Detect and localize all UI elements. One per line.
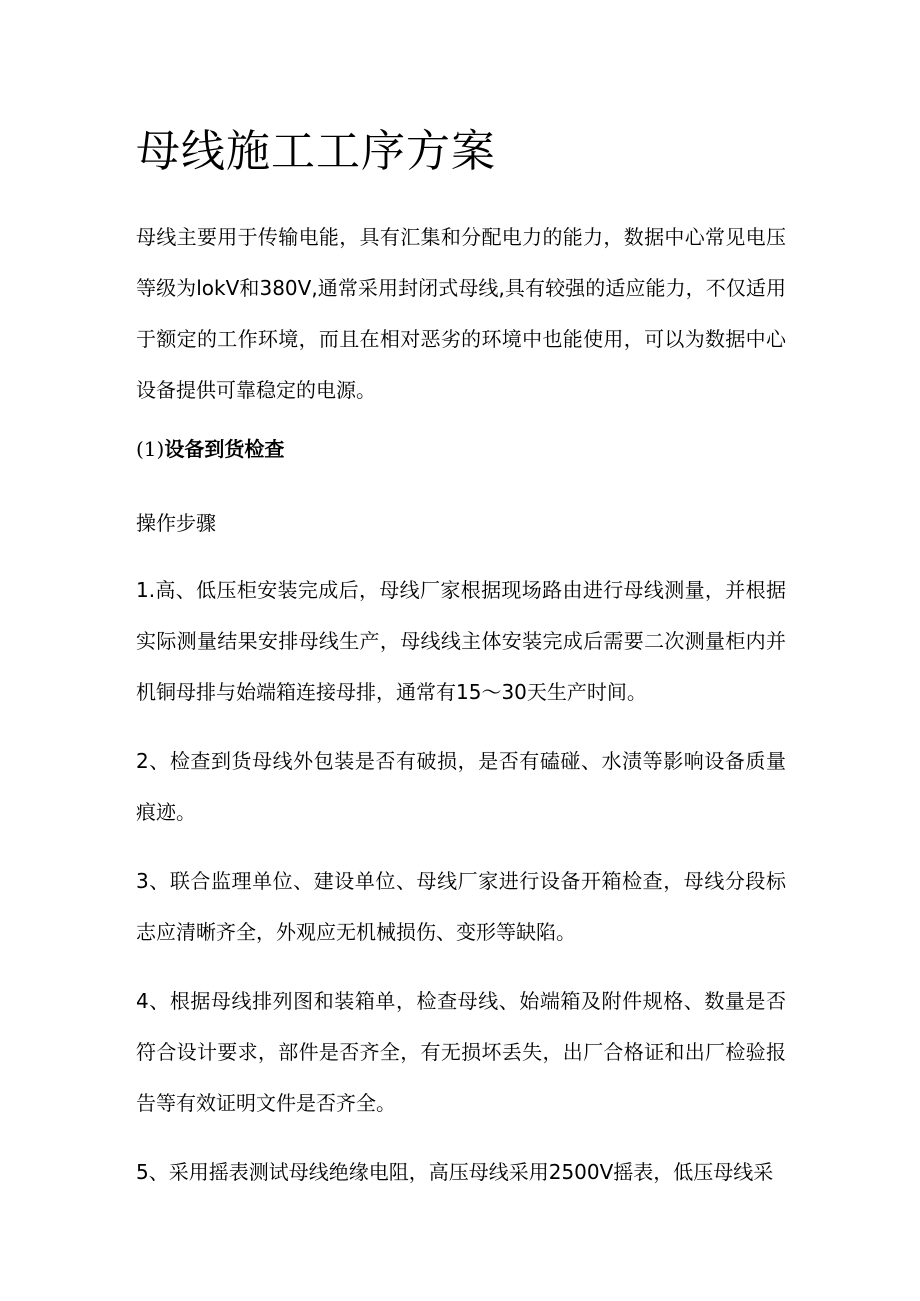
section-heading: [136, 434, 284, 464]
step-paragraph: 2、检查到货母线外包装是否有破损，是否有磕碰、水渍等影响设备质量痕迹。: [136, 749, 786, 824]
intro-paragraph: 母线主要用于传输电能，具有汇集和分配电力的能力，数据中心常见电压等级为lokV和380V,通常采用封闭式母线,具有较强的适应能力，不仅适用于额定的工作环境，而且在相对恶劣的环境中也能使用，可以为数据中心设备提供可靠稳定的电源。: [136, 225, 786, 402]
step-paragraph: 3、联合监理单位、建设单位、母线厂家进行设备开箱检查，母线分段标志应清晰齐全，外观应无机械损伤、变形等缺陷。: [136, 869, 786, 944]
document-title: 母线施工工序方案: [136, 126, 496, 177]
step-paragraph: 5、采用摇表测试母线绝缘电阻，高压母线采用2500V摇表，低压母线采: [136, 1160, 774, 1184]
step-paragraph: 4、根据母线排列图和装箱单，检查母线、始端箱及附件规格、数量是否符合设计要求，部件是否齐全，有无损坏丢失，出厂合格证和出厂检验报告等有效证明文件是否齐全。: [136, 989, 786, 1115]
section-number: (1): [136, 437, 165, 461]
subheading: 操作步骤: [136, 511, 216, 535]
section-label: 设备到货检查: [164, 437, 285, 461]
step-paragraph: 1.高、低压柜安装完成后，母线厂家根据现场路由进行母线测量，并根据实际测量结果安排母线生产，母线线主体安装完成后需要二次测量柜内并机铜母排与始端箱连接母排，通常有15～30天生产时间。: [136, 578, 786, 704]
